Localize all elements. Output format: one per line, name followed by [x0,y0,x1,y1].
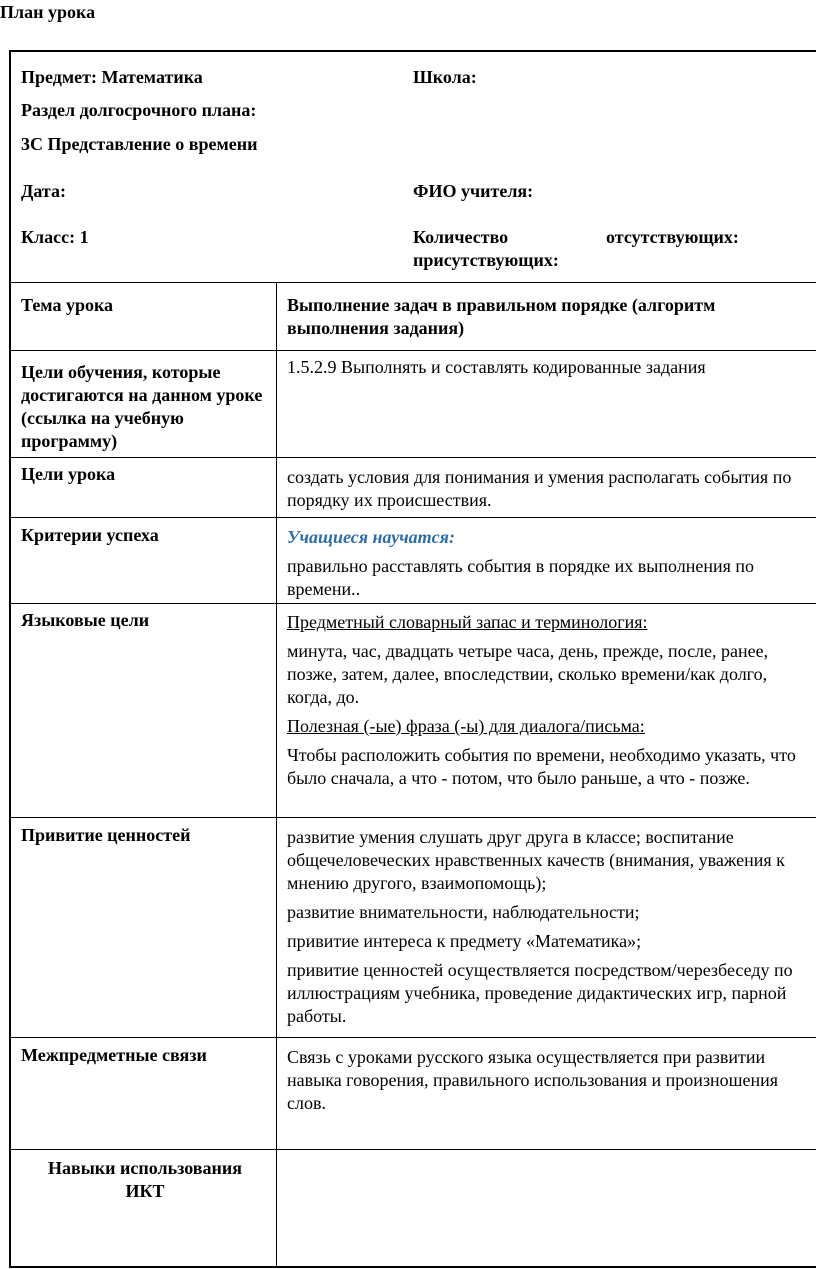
values-paragraph-3: привитие интереса к предмету «Математика»; [287,931,642,951]
success-criteria-label: Критерии успеха [21,525,159,545]
lesson-goals-label: Цели урока [21,464,116,484]
values-paragraph-1: развитие умения слушать друг друга в классе; воспитание общечеловеческих нравственных качеств (внимания, уважения к мнению другого, взаимопомощь); [287,827,785,893]
row-divider [11,517,816,518]
attendance-line-2: присутствующих: [413,250,559,270]
values-paragraph-2: развитие внимательности, наблюдательности; [287,902,640,922]
row-divider [11,1149,816,1150]
values-content [287,826,812,1028]
class-field: Класс: 1 [21,227,89,247]
values-paragraph-4: привитие ценностей осуществляется посредством/черезбеседу по иллюстрациям учебника, проведение дидактических игр, парной работы. [287,960,793,1026]
date-field: Дата: [21,181,66,201]
section-label: Раздел долгосрочного плана: [21,100,257,120]
teacher-field: ФИО учителя: [413,181,534,201]
subject-field: Предмет: Математика [21,67,203,87]
row-divider [11,282,816,283]
topic-label: Тема урока [21,295,114,315]
language-goals-label: Языковые цели [21,610,150,630]
school-field: Школа: [413,67,477,87]
cross-curricular-label: Межпредметные связи [21,1045,207,1065]
phrase-text: Чтобы расположить события по времени, необходимо указать, что было сначала, а что - потом, что было раньше, а что - позже. [287,745,796,788]
row-divider [11,350,816,351]
page-title: План урока [0,2,96,22]
success-criteria-value: правильно расставлять события в порядке их выполнения по времени.. [287,556,754,599]
vocab-heading: Предметный словарный запас и терминология: [287,612,648,632]
learning-goals-label: Цели обучения, которые достигаются на данном уроке (ссылка на учебную программу) [21,362,263,451]
topic-value: Выполнение задач в правильном порядке (алгоритм выполнения задания) [287,295,716,338]
vocab-text: минута, час, двадцать четыре часа, день, прежде, после, ранее, позже, затем, далее, впоследствии, сколько времени/как долго, когда, до. [287,641,769,707]
language-goals-content [287,611,812,790]
row-divider [11,457,816,458]
column-divider [276,282,277,1267]
success-criteria-content [287,526,812,601]
success-criteria-heading: Учащиеся научатся: [287,527,455,547]
row-divider [11,817,816,818]
learning-goals-value: 1.5.2.9 Выполнять и составлять кодированные задания [287,357,706,377]
cross-curricular-value: Связь с уроками русского языка осуществляется при развитии навыка говорения, правильного использования и произношения слов. [287,1047,779,1113]
row-divider [11,603,816,604]
phrase-heading: Полезная (-ые) фраза (-ы) для диалога/письма: [287,716,645,736]
ict-label: Навыки использования ИКТ [47,1158,242,1201]
attendance-word-1: Количество [413,227,509,247]
row-divider [11,1037,816,1038]
values-label: Привитие ценностей [21,825,191,845]
lesson-goals-value: создать условия для понимания и умения располагать события по порядку их происшествия. [287,467,792,510]
attendance-word-2: отсутствующих: [606,227,739,247]
section-value: 3С Представление о времени [21,134,258,154]
